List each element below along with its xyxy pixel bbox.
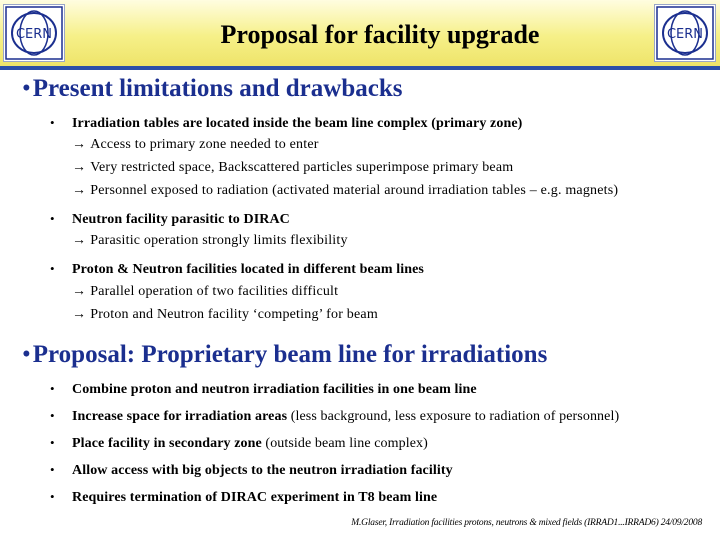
list-item: • Proton & Neutron facilities located in different beam lines (50, 261, 424, 277)
bullet-icon: • (50, 435, 55, 450)
arrow-icon: → (72, 137, 87, 152)
section-heading-limitations: •Present limitations and drawbacks (22, 75, 403, 102)
arrow-icon: → (72, 307, 87, 322)
bullet-icon: • (50, 408, 55, 423)
bullet-icon: • (50, 381, 55, 396)
list-item: • Allow access with big objects to the neutron irradiation facility (50, 462, 453, 478)
section-heading-proposal: •Proposal: Proprietary beam line for irradiations (22, 341, 548, 368)
svg-text:CERN: CERN (15, 27, 53, 42)
arrow-icon: → (72, 284, 87, 299)
cern-logo-left (3, 4, 65, 62)
svg-text:CERN: CERN (666, 27, 704, 42)
arrow-icon: → (72, 233, 87, 248)
arrow-icon: → (72, 160, 87, 175)
sub-item: → Personnel exposed to radiation (activated material around irradiation tables – e.g. magnets) (72, 183, 619, 198)
list-item: • Place facility in secondary zone (outside beam line complex) (50, 435, 428, 451)
header-band (0, 0, 720, 66)
sub-item: → Parasitic operation strongly limits flexibility (72, 233, 348, 248)
arrow-icon: → (72, 183, 87, 198)
list-item: • Requires termination of DIRAC experiment in T8 beam line (50, 489, 438, 505)
sub-item: → Very restricted space, Backscattered particles superimpose primary beam (72, 160, 514, 175)
bullet-icon: • (50, 211, 55, 226)
bullet-icon: • (50, 489, 55, 504)
bullet-icon: • (50, 462, 55, 477)
list-item: • Increase space for irradiation areas (less background, less exposure to radiation of personnel) (50, 408, 620, 424)
cern-logo-right (654, 4, 716, 62)
bullet-icon: • (50, 115, 55, 130)
list-item: • Irradiation tables are located inside the beam line complex (primary zone) (50, 115, 523, 131)
slide-title: Proposal for facility upgrade (220, 20, 540, 49)
bullet-icon: • (22, 75, 31, 102)
footer-citation: M.Glaser, Irradiation facilities protons, neutrons & mixed fields (IRRAD1...IRRAD6) 24/09/2008 (351, 518, 702, 528)
sub-item: → Proton and Neutron facility ‘competing’ for beam (72, 307, 378, 322)
list-item: • Combine proton and neutron irradiation facilities in one beam line (50, 381, 477, 397)
sub-item: → Access to primary zone needed to enter (72, 137, 319, 152)
header-divider (0, 66, 720, 70)
sub-item: → Parallel operation of two facilities difficult (72, 284, 339, 299)
bullet-icon: • (22, 341, 31, 368)
list-item: • Neutron facility parasitic to DIRAC (50, 211, 290, 227)
bullet-icon: • (50, 261, 55, 276)
